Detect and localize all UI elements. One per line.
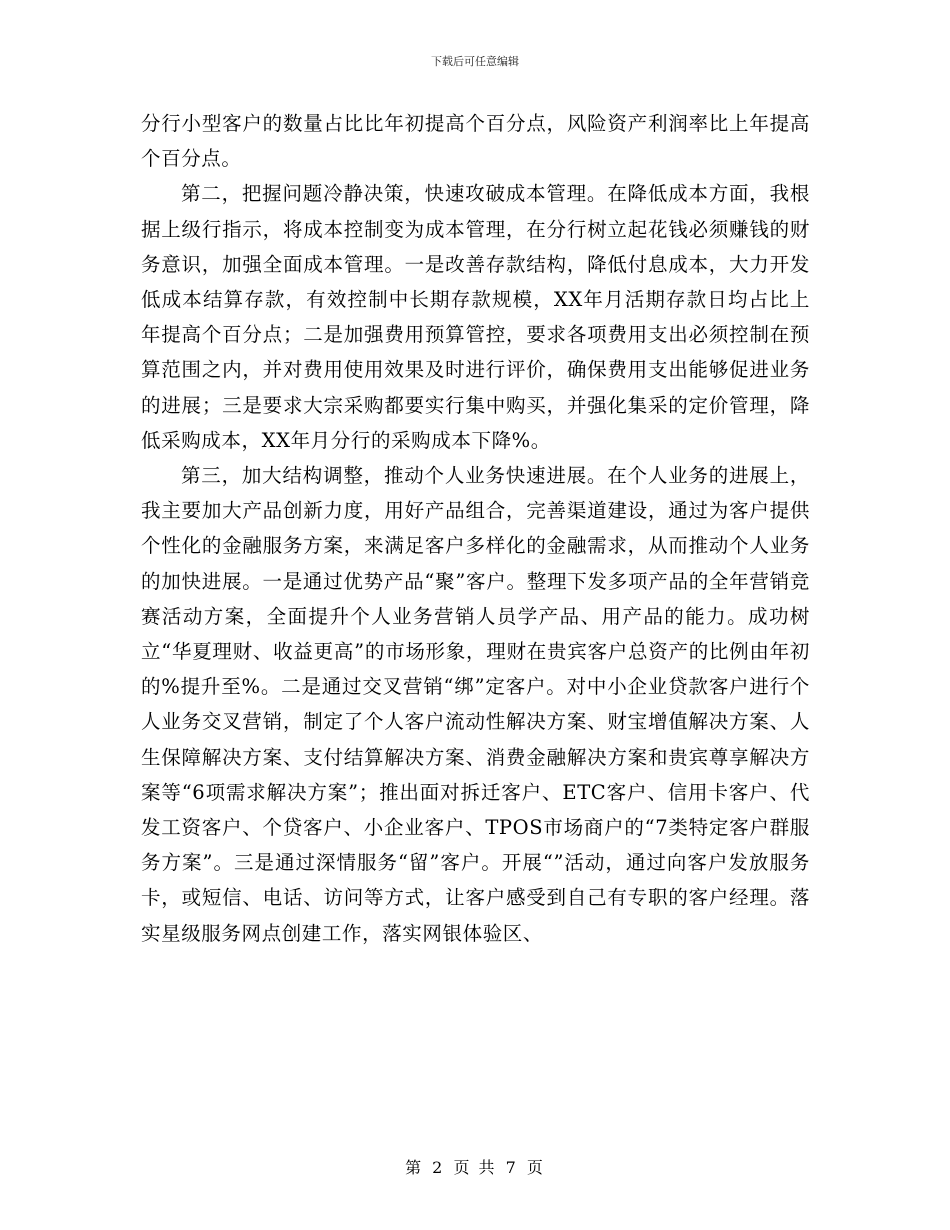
document-body <box>141 106 810 951</box>
footer-suffix: 页 <box>526 1158 545 1177</box>
footer-total-pages: 7 <box>505 1158 518 1177</box>
page-header: 下载后可任意编辑 <box>431 55 519 68</box>
page-footer <box>0 1155 950 1178</box>
paragraph-continuation: 分行小型客户的数量占比比年初提高个百分点，风险资产利润率比上年提高个百分点。 <box>141 112 810 171</box>
footer-middle: 页 共 <box>453 1158 497 1177</box>
footer-page-number: 2 <box>432 1158 445 1177</box>
paragraph-cost-management: 第二，把握问题冷静决策，快速攻破成本管理。在降低成本方面，我根据上级行指示，将成本控制变为成本管理，在分行树立起花钱必须赚钱的财务意识，加强全面成本管理。一是改善存款结构，降低付息成本，大力开发低成本结算存款，有效控制中长期存款规模，XX年月活期存款日均占比上年提高个百分点；二是加强费用预算管控，要求各项费用支出必须控制在预算范围之内，并对费用使用效果及时进行评价，确保费用支出能够促进业务的进展；三是要求大宗采购都要实行集中购买，并强化集采的定价管理，降低采购成本，XX年月分行的采购成本下降%。 <box>141 182 810 452</box>
paragraph-personal-business: 第三，加大结构调整，推动个人业务快速进展。在个人业务的进展上，我主要加大产品创新力度，用好产品组合，完善渠道建设，通过为客户提供个性化的金融服务方案，来满足客户多样化的金融需求，从而推动个人业务的加快进展。一是通过优势产品“聚”客户。整理下发多项产品的全年营销竞赛活动方案，全面提升个人业务营销人员学产品、用产品的能力。成功树立“华夏理财、收益更高”的市场形象，理财在贵宾客户总资产的比例由年初的%提升至%。二是通过交叉营销“绑”定客户。对中小企业贷款客户进行个人业务交叉营销，制定了个人客户流动性解决方案、财宝增值解决方案、人生保障解决方案、支付结算解决方案、消费金融解决方案和贵宾尊享解决方案等“6项需求解决方案”；推出面对拆迁客户、ETC客户、信用卡客户、代发工资客户、个贷客户、小企业客户、TPOS市场商户的“7类特定客户群服务方案”。三是通过深情服务“留”客户。开展“”活动，通过向客户发放服务卡，或短信、电话、访问等方式，让客户感受到自己有专职的客户经理。落实星级服务网点创建工作，落实网银体验区、 <box>141 464 810 945</box>
footer-prefix: 第 <box>405 1158 424 1177</box>
